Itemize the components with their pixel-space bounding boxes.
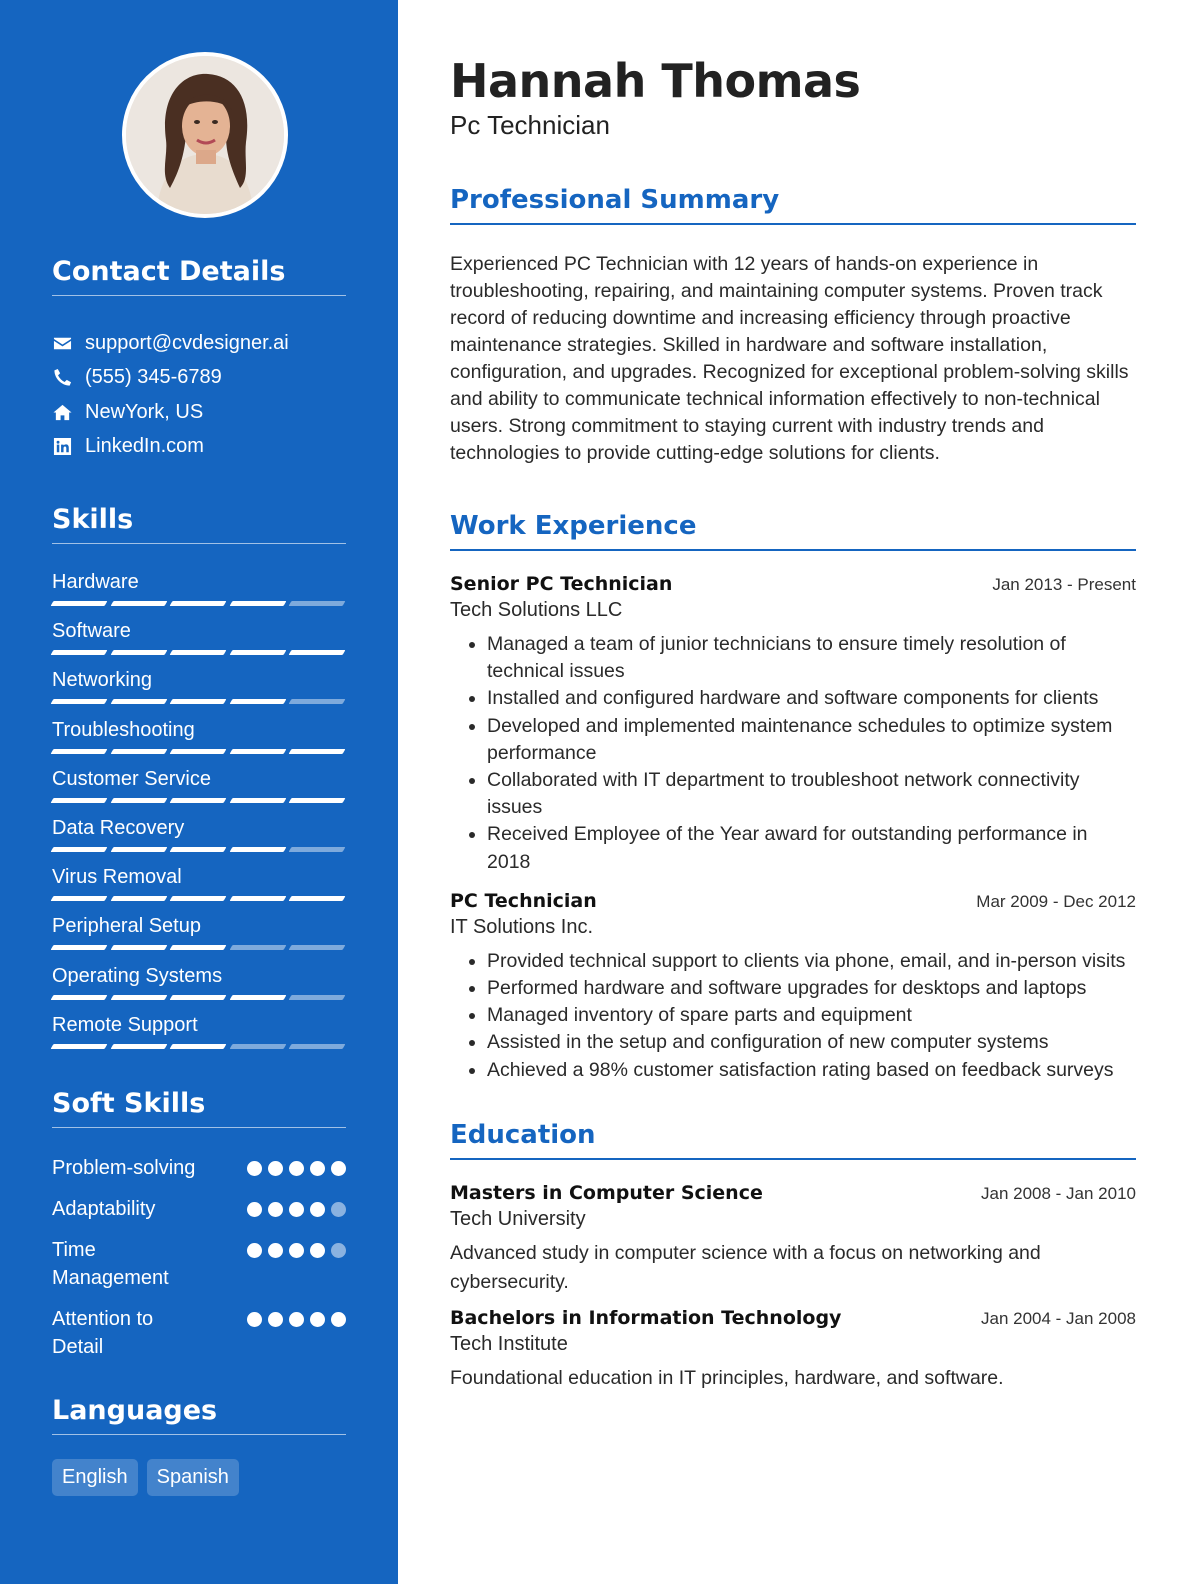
contact-section — [52, 256, 346, 464]
skill-level-segment — [170, 749, 226, 754]
skill-level-segment — [170, 896, 226, 901]
skill-level-segment — [289, 749, 345, 754]
job-bullet: • Developed and implemented maintenance schedules to optimize system performance — [487, 713, 1136, 767]
photo-wrapper — [64, 52, 346, 218]
skill-level-segment — [289, 847, 345, 852]
skill-item — [52, 767, 346, 816]
skill-level-segment — [110, 601, 166, 606]
skill-item — [52, 816, 346, 865]
rating-dot — [247, 1312, 262, 1327]
skill-level-segment — [289, 650, 345, 655]
job-bullet: • Provided technical support to clients via phone, email, and in-person visits — [487, 948, 1136, 975]
skill-name: Troubleshooting — [52, 718, 195, 741]
rating-dot — [247, 1202, 262, 1217]
skill-level-segment — [289, 1044, 345, 1049]
rating-dot — [289, 1161, 304, 1176]
skill-level-segment — [229, 650, 285, 655]
job-bullet: • Collaborated with IT department to troubleshoot network connectivity issues — [487, 767, 1136, 821]
job-bullet: • Achieved a 98% customer satisfaction rating based on feedback surveys — [487, 1057, 1136, 1084]
summary-text: Experienced PC Technician with 12 years of hands-on experience in troubleshooting, repairing, and maintaining computer systems. Proven track record of reducing downtime and increasing efficiency through proactive maintenance strategies. Skilled in hardware and software installation, configuration, and upgrades. Recognized for exceptional problem-solving skills and ability to communicate technical information effectively to non-technical users. Strong commitment to staying current with industry trends and technologies to provide cutting-edge solutions for clients. — [450, 253, 1129, 464]
skill-name: Operating Systems — [52, 964, 223, 987]
language-list — [52, 1459, 346, 1496]
skill-item — [52, 865, 346, 914]
main-content — [398, 0, 1200, 1584]
skill-level-segment — [51, 995, 107, 1000]
language-tag: English — [52, 1459, 138, 1496]
soft-skill-name: Problem-solving — [52, 1156, 196, 1179]
skill-item — [52, 570, 346, 619]
skill-level-segment — [110, 699, 166, 704]
linkedin-icon — [52, 437, 72, 457]
soft-skill-item — [52, 1236, 346, 1292]
skill-level-segment — [229, 798, 285, 803]
skill-level-segment — [170, 650, 226, 655]
skill-level-segment — [170, 601, 226, 606]
rating-dot — [268, 1202, 283, 1217]
job-company: IT Solutions Inc. — [450, 915, 594, 938]
education-entry — [450, 1307, 1136, 1393]
skill-level-segment — [229, 1044, 285, 1049]
skill-level-segment — [289, 699, 345, 704]
skill-level-segment — [229, 749, 285, 754]
skill-level-bar — [52, 749, 344, 754]
school-name: Tech Institute — [450, 1332, 568, 1355]
skill-level-segment — [110, 945, 166, 950]
skill-level-bar — [52, 601, 344, 606]
skill-name: Peripheral Setup — [52, 915, 201, 938]
skill-item — [52, 668, 346, 717]
skill-level-segment — [289, 798, 345, 803]
rating-dot — [310, 1243, 325, 1258]
skill-level-segment — [110, 650, 166, 655]
rating-dot — [331, 1312, 346, 1327]
job-dates: Mar 2009 - Dec 2012 — [976, 891, 1136, 911]
job-entry — [450, 573, 1136, 876]
soft-skill-list — [52, 1154, 346, 1361]
job-bullet: • Performed hardware and software upgrades for desktops and laptops — [487, 975, 1136, 1002]
skill-list — [52, 570, 346, 1062]
rating-dot — [247, 1243, 262, 1258]
rating-dot — [310, 1202, 325, 1217]
skill-item — [52, 718, 346, 767]
education-section — [450, 1120, 1136, 1393]
job-header — [450, 573, 1136, 595]
skill-level-segment — [289, 995, 345, 1000]
contact-location-text: NewYork, US — [85, 400, 204, 423]
skill-level-segment — [110, 798, 166, 803]
skill-level-segment — [110, 896, 166, 901]
home-icon — [52, 402, 72, 422]
skill-name: Hardware — [52, 571, 139, 593]
job-position: Senior PC Technician — [450, 573, 673, 595]
skill-level-bar — [52, 699, 344, 704]
skill-item — [52, 914, 346, 963]
skill-level-segment — [229, 699, 285, 704]
work-heading: Work Experience — [450, 511, 1136, 551]
work-section — [450, 511, 1136, 1084]
skill-level-segment — [289, 896, 345, 901]
contact-list — [52, 326, 346, 464]
skill-level-segment — [110, 749, 166, 754]
skill-level-bar — [52, 995, 344, 1000]
job-entry — [450, 890, 1136, 1084]
skill-level-bar — [52, 650, 344, 655]
skill-name: Networking — [52, 669, 153, 692]
skill-item — [52, 619, 346, 668]
rating-dot — [331, 1243, 346, 1258]
skill-level-segment — [51, 601, 107, 606]
job-company: Tech Solutions LLC — [450, 599, 623, 621]
contact-email[interactable] — [52, 326, 346, 361]
education-heading: Education — [450, 1120, 1136, 1160]
skill-level-bar — [52, 847, 344, 852]
languages-section — [52, 1395, 346, 1496]
soft-skill-item — [52, 1195, 346, 1223]
skill-level-segment — [229, 945, 285, 950]
skill-level-segment — [51, 945, 107, 950]
skill-name: Remote Support — [52, 1013, 198, 1036]
job-bullet: • Received Employee of the Year award for outstanding performance in 2018 — [487, 821, 1136, 875]
degree-name: Bachelors in Information Technology — [450, 1306, 842, 1329]
education-description: Advanced study in computer science with a focus on networking and cybersecurity. — [450, 1241, 1041, 1293]
job-position: PC Technician — [450, 889, 597, 912]
skill-level-segment — [51, 749, 107, 754]
soft-skill-rating — [247, 1161, 346, 1176]
skill-level-segment — [289, 945, 345, 950]
skill-level-segment — [51, 847, 107, 852]
skill-level-segment — [170, 847, 226, 852]
contact-phone[interactable] — [52, 361, 346, 396]
education-header — [450, 1307, 1136, 1329]
contact-phone-text: (555) 345-6789 — [85, 366, 222, 389]
job-list — [450, 573, 1136, 1084]
soft-skill-item — [52, 1305, 346, 1361]
skill-level-segment — [51, 798, 107, 803]
summary-heading: Professional Summary — [450, 185, 1136, 225]
summary-section — [450, 185, 1136, 467]
skill-level-segment — [110, 847, 166, 852]
education-description: Foundational education in IT principles, hardware, and software. — [450, 1366, 1004, 1389]
education-entry — [450, 1182, 1136, 1297]
soft-skill-rating — [247, 1312, 346, 1327]
skill-item — [52, 964, 346, 1013]
rating-dot — [268, 1312, 283, 1327]
skill-level-bar — [52, 945, 344, 950]
soft-skills-heading: Soft Skills — [52, 1088, 346, 1128]
education-dates: Jan 2004 - Jan 2008 — [980, 1308, 1136, 1328]
skill-level-segment — [229, 995, 285, 1000]
skill-level-segment — [110, 995, 166, 1000]
candidate-name: Hannah Thomas — [450, 54, 861, 108]
skill-level-bar — [52, 798, 344, 803]
skill-name: Data Recovery — [52, 816, 185, 839]
contact-location — [52, 395, 346, 430]
skill-level-segment — [229, 601, 285, 606]
job-bullet: • Managed inventory of spare parts and equipment — [487, 1002, 1136, 1029]
skill-level-segment — [170, 995, 226, 1000]
soft-skill-name: Attention to Detail — [52, 1307, 154, 1358]
skill-name: Virus Removal — [52, 866, 182, 889]
job-bullet: • Installed and configured hardware and software components for clients — [487, 685, 1136, 712]
rating-dot — [331, 1161, 346, 1176]
contact-heading: Contact Details — [52, 256, 346, 296]
contact-email-text: support@cvdesigner.ai — [85, 331, 289, 354]
education-dates: Jan 2008 - Jan 2010 — [980, 1183, 1136, 1203]
skill-level-segment — [229, 896, 285, 901]
rating-dot — [289, 1202, 304, 1217]
job-bullet: • Managed a team of junior technicians to ensure timely resolution of technical issues — [487, 631, 1136, 685]
skill-level-bar — [52, 1044, 344, 1049]
degree-name: Masters in Computer Science — [450, 1181, 763, 1204]
portrait-illustration — [126, 56, 284, 214]
rating-dot — [331, 1202, 346, 1217]
languages-heading: Languages — [52, 1395, 346, 1435]
phone-icon — [52, 368, 72, 388]
skill-item — [52, 1013, 346, 1062]
soft-skill-item — [52, 1154, 346, 1182]
skill-level-segment — [170, 945, 226, 950]
skills-heading: Skills — [52, 504, 346, 544]
skills-section — [52, 504, 346, 1062]
soft-skill-name: Adaptability — [52, 1197, 156, 1220]
education-header — [450, 1182, 1136, 1204]
soft-skills-section — [52, 1088, 346, 1361]
skill-level-segment — [229, 847, 285, 852]
contact-linkedin[interactable] — [52, 430, 346, 465]
skill-level-segment — [51, 699, 107, 704]
skill-level-segment — [51, 1044, 107, 1049]
skill-level-segment — [51, 896, 107, 901]
contact-linkedin-text: LinkedIn.com — [85, 435, 204, 458]
rating-dot — [268, 1161, 283, 1176]
skill-name: Customer Service — [52, 767, 211, 790]
skill-level-bar — [52, 896, 344, 901]
skill-level-segment — [170, 1044, 226, 1049]
rating-dot — [247, 1161, 262, 1176]
skill-level-segment — [170, 699, 226, 704]
sidebar — [0, 0, 398, 1584]
soft-skill-name: Time Management — [52, 1238, 169, 1289]
rating-dot — [310, 1312, 325, 1327]
rating-dot — [289, 1312, 304, 1327]
skill-level-segment — [170, 798, 226, 803]
skill-level-segment — [289, 601, 345, 606]
rating-dot — [268, 1243, 283, 1258]
soft-skill-rating — [247, 1202, 346, 1217]
job-bullet: • Assisted in the setup and configuration of new computer systems — [487, 1029, 1136, 1056]
soft-skill-rating — [247, 1243, 346, 1258]
rating-dot — [310, 1161, 325, 1176]
rating-dot — [289, 1243, 304, 1258]
job-bullets — [450, 948, 1136, 1084]
language-tag: Spanish — [147, 1459, 239, 1496]
education-list — [450, 1182, 1136, 1393]
profile-photo — [122, 52, 288, 218]
job-title: Pc Technician — [450, 110, 610, 140]
job-bullets — [450, 631, 1136, 876]
skill-level-segment — [110, 1044, 166, 1049]
skill-level-segment — [51, 650, 107, 655]
envelope-icon — [52, 333, 72, 353]
job-dates: Jan 2013 - Present — [992, 575, 1136, 594]
job-header — [450, 890, 1136, 912]
school-name: Tech University — [450, 1207, 586, 1230]
skill-name: Software — [52, 620, 131, 643]
